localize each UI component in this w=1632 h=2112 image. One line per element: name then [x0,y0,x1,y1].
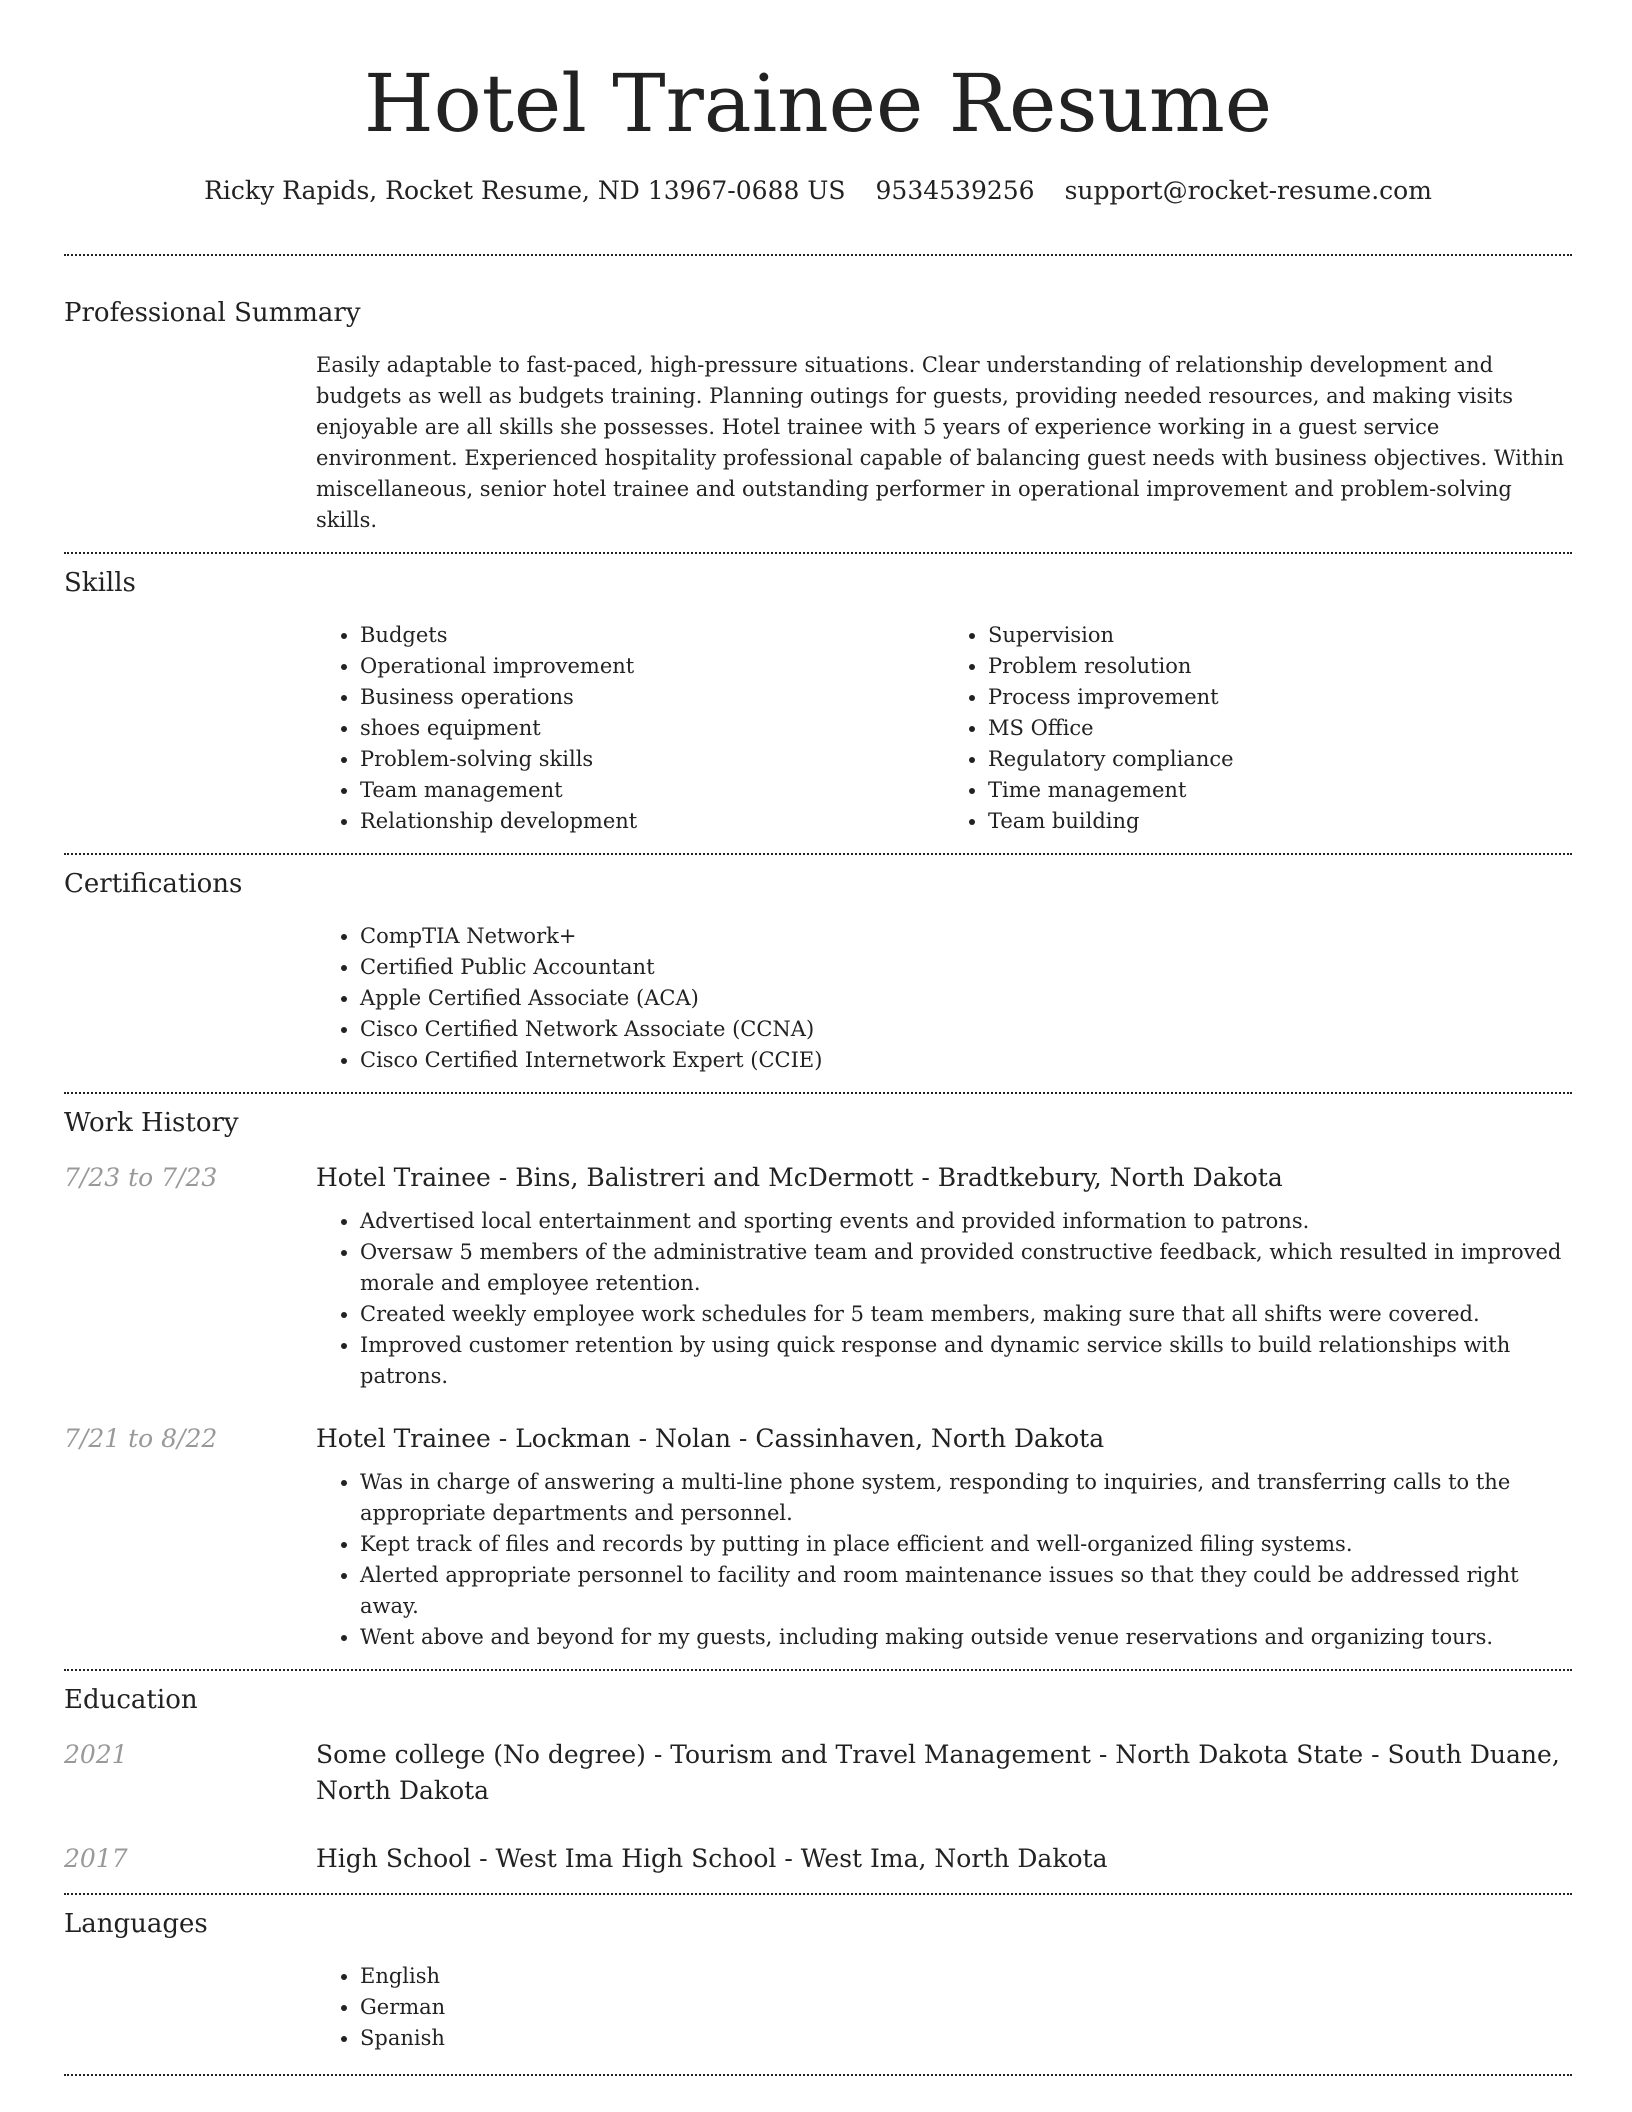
language-item: • Spanish [360,2023,1572,2054]
skill-item: • shoes equipment [360,713,944,744]
job-dates: 7/21 to 8/22 [64,1424,218,1453]
education-heading: Education [64,1685,198,1715]
job-employer: - Lockman - Nolan - Cassinhaven, North Dakota [490,1424,1105,1453]
job-title: Hotel Trainee [316,1424,491,1453]
job-bullet: • Oversaw 5 members of the administrative team and provided constructive feedback, which resulted in improved morale and employee retention. [360,1237,1572,1299]
job-dates: 7/23 to 7/23 [64,1163,218,1192]
languages-list [316,1961,1572,2054]
job-bullets [316,1206,1572,1392]
summary-section [64,256,1572,536]
certification-item: • Cisco Certified Internetwork Expert (CCIE) [360,1045,1572,1076]
resume-page [64,0,1572,2076]
certifications-list [316,921,1572,1076]
education-year: 2021 [64,1740,128,1769]
skill-item: • Time management [988,775,1572,806]
skill-item: • Process improvement [988,682,1572,713]
languages-body [316,1961,1572,2054]
education-section [64,1671,1572,1877]
certifications-section [64,855,1572,1076]
education-degree: High School [316,1844,472,1873]
certification-item: • Certified Public Accountant [360,952,1572,983]
job-bullet: • Created weekly employee work schedules for 5 team members, making sure that all shifts were covered. [360,1299,1572,1330]
job-entry [64,1421,1572,1653]
job-bullets [316,1467,1572,1653]
job-title: Hotel Trainee [316,1163,491,1192]
education-heading-line [316,1841,1572,1877]
job-content [316,1421,1572,1653]
education-content [316,1737,1572,1809]
summary-body [316,350,1572,536]
education-entry [64,1737,1572,1809]
skill-item: • Relationship development [360,806,944,837]
skill-item: • Problem-solving skills [360,744,944,775]
education-heading-line [316,1737,1572,1809]
education-content [316,1841,1572,1877]
job-heading [316,1421,1572,1457]
certifications-heading: Certifications [64,869,243,899]
job-entry [64,1160,1572,1392]
language-item: • English [360,1961,1572,1992]
job-bullet: • Went above and beyond for my guests, including making outside venue reservations and organizing tours. [360,1622,1572,1653]
skill-item: • Supervision [988,620,1572,651]
education-entry [64,1841,1572,1877]
job-bullet: • Kept track of files and records by putting in place efficient and well-organized filing systems. [360,1529,1572,1560]
skill-item: • Operational improvement [360,651,944,682]
contact-address: Ricky Rapids, Rocket Resume, ND 13967-0688 US [204,176,846,205]
skill-item: • Regulatory compliance [988,744,1572,775]
certification-item: • Apple Certified Associate (ACA) [360,983,1572,1014]
certification-item: • Cisco Certified Network Associate (CCNA) [360,1014,1572,1045]
job-bullet: • Was in charge of answering a multi-line phone system, responding to inquiries, and transferring calls to the appropriate departments and personnel. [360,1467,1572,1529]
work-section [64,1094,1572,1653]
skills-section [64,554,1572,837]
skills-heading: Skills [64,568,136,598]
job-bullet: • Advertised local entertainment and sporting events and provided information to patrons. [360,1206,1572,1237]
education-degree: Some college (No degree) - Tourism and Travel Management [316,1740,1091,1769]
language-item: • German [360,1992,1572,2023]
languages-heading: Languages [64,1909,208,1939]
languages-section [64,1895,1572,2054]
skill-item: • Team building [988,806,1572,837]
job-employer: - Bins, Balistreri and McDermott - Bradtkebury, North Dakota [490,1163,1283,1192]
job-bullet: • Alerted appropriate personnel to facility and room maintenance issues so that they could be addressed right away. [360,1560,1572,1622]
skill-item: • Budgets [360,620,944,651]
contact-line [64,174,1572,208]
work-heading: Work History [64,1108,239,1138]
contact-phone: 9534539256 [875,176,1035,205]
certifications-body [316,921,1572,1076]
job-bullet: • Improved customer retention by using quick response and dynamic service skills to build relationships with patrons. [360,1330,1572,1392]
page-title: Hotel Trainee Resume [363,57,1273,150]
education-school: - North Dakota State - South Duane, North Dakota [316,1740,1560,1805]
divider [64,2074,1572,2076]
education-year: 2017 [64,1844,128,1873]
summary-text: Easily adaptable to fast-paced, high-pressure situations. Clear understanding of relationship development and budgets as well as budgets training. Planning outings for guests, providing needed resources, and making visits enjoyable are all skills she possesses. Hotel trainee with 5 years of experience working in a guest service environment. Experienced hospitality professional capable of balancing guest needs with business objectives. Within miscellaneous, senior hotel trainee and outstanding performer in operational improvement and problem-solving skills. [316,353,1565,532]
skill-item: • Team management [360,775,944,806]
certification-item: • CompTIA Network+ [360,921,1572,952]
skills-list-left [316,620,944,837]
skill-item: • MS Office [988,713,1572,744]
skill-item: • Business operations [360,682,944,713]
job-content [316,1160,1572,1392]
skills-grid [316,620,1572,837]
education-school: - West Ima High School - West Ima, North Dakota [471,1844,1108,1873]
job-heading [316,1160,1572,1196]
skill-item: • Problem resolution [988,651,1572,682]
skills-list-right [944,620,1572,837]
summary-heading: Professional Summary [64,298,361,328]
contact-email: support@rocket-resume.com [1064,176,1432,205]
